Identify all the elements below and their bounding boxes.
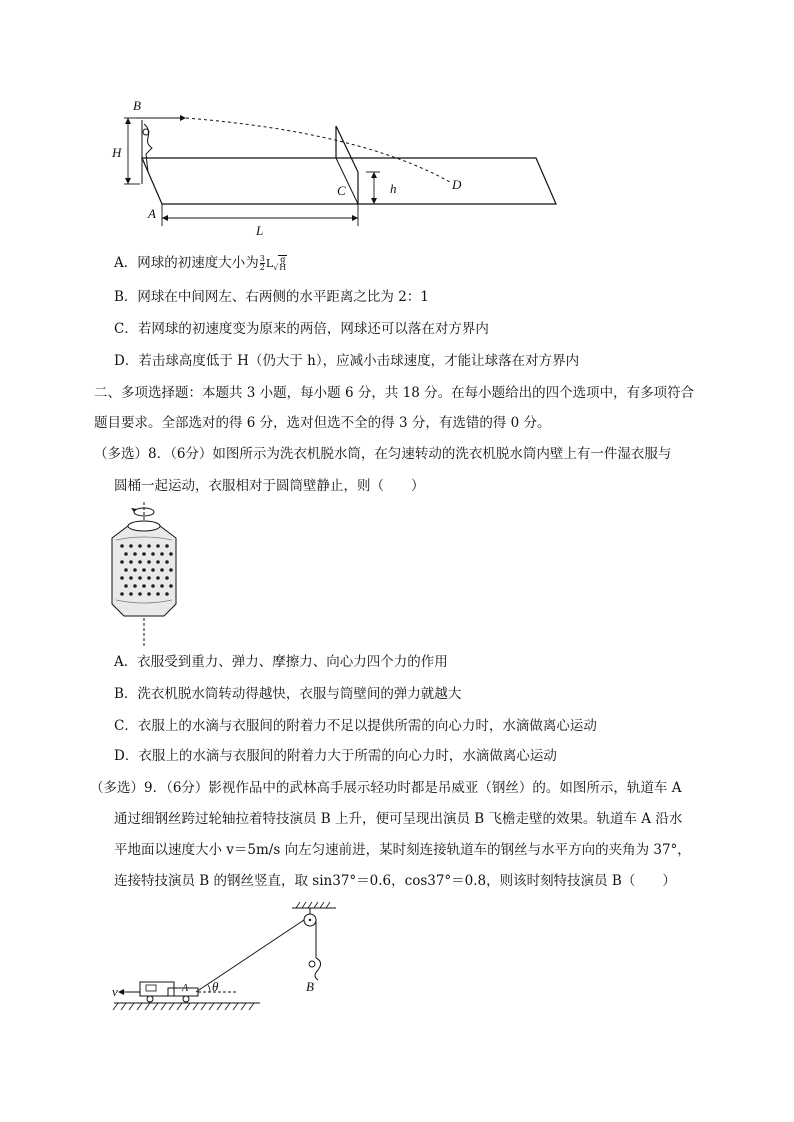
drum-hole [151,584,155,588]
drum-hole [156,560,160,564]
drum-hole [169,568,173,572]
label-performer-B: B [306,979,314,994]
square-root: √ g H [273,255,287,272]
drum-hole [129,576,133,580]
drum-hole [133,568,137,572]
fraction: $\frac{3}{2}$ [259,254,265,272]
label-H: H [112,145,122,160]
q7-option-C: C．若网球的初速度变为原来的两倍，网球还可以落在对方界内 [114,321,489,337]
drum-hole [156,592,160,596]
q8-option-B: B．洗衣机脱水筒转动得越快，衣服与筒壁间的弹力就越大 [114,686,462,702]
q7-option-A: A．网球的初速度大小为 $\frac{3}{2}$ L√ g H [114,254,287,272]
drum-hole [169,552,173,556]
drum-hole [133,552,137,556]
drum-hole [124,552,128,556]
drum-hole [151,568,155,572]
washing-drum-figure [104,500,184,648]
q8-stem-line2: 圆桶一起运动，衣服相对于圆筒壁静止，则（ ） [114,478,425,494]
label-v: v [112,984,118,999]
drum-hole [160,568,164,572]
drum-hole [124,568,128,572]
q8-stem-line1: （多选）8．（6分）如图所示为洗衣机脱水筒，在匀速转动的洗衣机脱水筒内壁上有一件湿衣服与 [94,446,672,462]
drum-hole [120,544,124,548]
drum-hole [147,576,151,580]
label-C: C [337,183,346,198]
q8-option-C: C．衣服上的水滴与衣服间的附着力不足以提供所需的向心力时，水滴做离心运动 [114,718,597,734]
drum-hole [165,560,169,564]
q9-stem-line2: 通过细钢丝跨过轮轴拉着特技演员 B 上升，便可呈现出演员 B 飞檐走壁的效果。轨道车 A 沿水 [114,811,683,827]
q7-option-D: D．若击球高度低于 H（仍大于 h），应减小击球速度，才能让球落在对方界内 [114,353,580,369]
label-theta: θ [212,979,219,994]
drum-hole [160,552,164,556]
tennis-court-figure [100,92,570,242]
drum-hole [160,584,164,588]
rail-car-figure [110,900,350,1020]
drum-hole [151,552,155,556]
drum-hole [165,544,169,548]
label-B: B [133,98,141,113]
label-L: L [256,223,264,238]
drum-hole [138,560,142,564]
drum-hole [156,544,160,548]
drum-hole [147,560,151,564]
drum-hole [124,584,128,588]
label-D: D [452,177,462,192]
drum-hole [147,592,151,596]
drum-hole [120,576,124,580]
drum-hole [129,560,133,564]
section2-line2: 题目要求。全部选对的得 6 分，选对但选不全的得 3 分，有选错的得 0 分。 [94,415,551,431]
drum-hole [147,544,151,548]
drum-hole [142,552,146,556]
drum-hole [156,576,160,580]
label-A: A [148,206,156,221]
q8-option-A: A．衣服受到重力、弹力、摩擦力、向心力四个力的作用 [114,654,448,670]
drum-hole [165,592,169,596]
q9-stem-line3: 平地面以速度大小 v＝5m/s 向左匀速前进，某时刻连接轨道车的钢丝与水平方向的夹角为 37°， [114,842,691,858]
label-h: h [390,181,397,196]
drum-hole [138,592,142,596]
drum-hole [129,544,133,548]
q9-stem-line4: 连接特技演员 B 的钢丝竖直，取 sin37°＝0.6，cos37°＝0.8，则该时刻特技演员 B（ ） [114,873,676,889]
drum-hole [133,584,137,588]
drum-hole [138,544,142,548]
q8-option-D: D．衣服上的水滴与衣服间的附着力大于所需的向心力时，水滴做离心运动 [114,748,557,764]
section2-line1: 二、多项选择题：本题共 3 小题，每小题 6 分，共 18 分。在每小题给出的四个选项中，有多项符合 [94,385,695,401]
drum-hole [165,576,169,580]
drum-hole [169,584,173,588]
q9-stem-line1: （多选）9．（6分）影视作品中的武林高手展示轻功时都是吊威亚（钢丝）的。如图所示，轨道车 A [90,780,682,796]
drum-hole [129,592,133,596]
drum-hole [142,584,146,588]
drum-hole [142,568,146,572]
q7-option-B: B．网球在中间网左、右两侧的水平距离之比为 2：1 [114,289,429,305]
drum-hole [120,592,124,596]
drum-hole [120,560,124,564]
label-car-A: A [182,983,189,994]
drum-hole [138,576,142,580]
